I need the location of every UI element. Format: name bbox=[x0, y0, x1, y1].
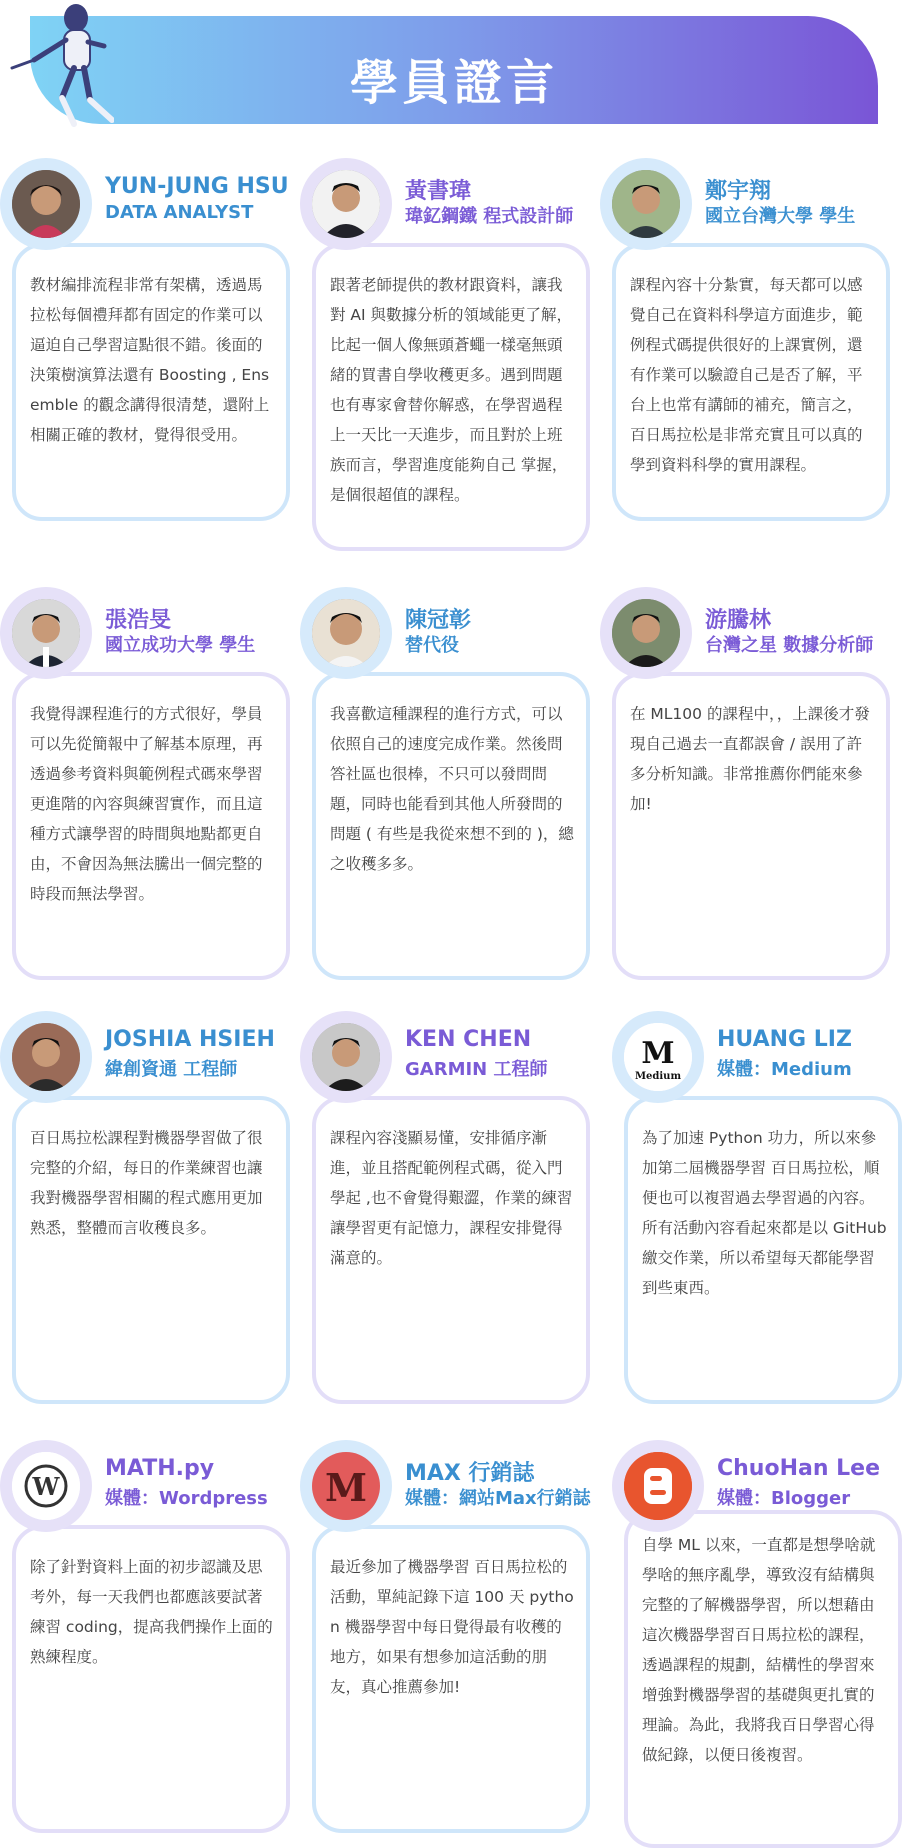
testimonial-text: 跟著老師提供的教材跟資料，讓我對 AI 與數據分析的領域能更了解，比起一個人像無頭蒼蠅一樣毫無頭緒的買書自學收穫更多。遇到問題也有專家會替你解惑，在學習過程上一天比一天進步，而且對於上班族而言，學習進度能夠自己 掌握，是個很超值的課程。 bbox=[330, 276, 573, 504]
testimonial-card bbox=[0, 1011, 294, 1371]
avatar bbox=[312, 170, 380, 238]
person-name: YUN-JUNG HSU bbox=[105, 174, 289, 199]
testimonial-text: 我覺得課程進行的方式很好，學員可以先從簡報中了解基本原理，再透過參考資料與範例程式碼來學習更進階的內容與練習實作，而且這種方式讓學習的時間與地點都更自由，不會因為無法騰出一個完整的時段而無法學習。 bbox=[30, 705, 263, 903]
person-name: MAX 行銷誌 bbox=[405, 1461, 535, 1486]
testimonial-text: 最近參加了機器學習 百日馬拉松的活動，單純記錄下這 100 天 python 機器學習中每日覺得最有收穫的地方，如果有想參加這活動的朋友，真心推薦參加! bbox=[330, 1558, 574, 1696]
avatar bbox=[612, 170, 680, 238]
avatar bbox=[12, 1023, 80, 1091]
testimonial-text: 課程內容十分紮實，每天都可以感覺自己在資料科學這方面進步，範例程式碼提供很好的上課實例，還有作業可以驗證自己是否了解，平台上也常有講師的補充，簡言之，百日馬拉松是非常充實且可以真的學到資料科學的實用課程。 bbox=[630, 276, 863, 474]
person-name: 游騰林 bbox=[705, 608, 772, 633]
testimonial-text: 教材編排流程非常有架構，透過馬拉松每個禮拜都有固定的作業可以逼迫自己學習這點很不錯。後面的決策樹演算法還有 Boosting , Ensemble 的觀念講得很清楚，還附上相關正確的教材，覺得很受用。 bbox=[30, 276, 270, 444]
person-name: 陳冠彰 bbox=[405, 608, 472, 633]
person-role: 媒體：Medium bbox=[717, 1059, 852, 1080]
person-role: 國立成功大學 學生 bbox=[105, 635, 256, 656]
avatar bbox=[612, 599, 680, 667]
person-role: 替代役 bbox=[405, 635, 459, 656]
person-name: HUANG LIZ bbox=[717, 1027, 852, 1052]
avatar bbox=[312, 599, 380, 667]
svg-text:M: M bbox=[641, 1036, 675, 1071]
person-role: 媒體：網站Max行銷誌 bbox=[405, 1488, 591, 1509]
testimonial-text: 我喜歡這種課程的進行方式，可以依照自己的速度完成作業。然後問答社區也很棒，不只可以發問問題，同時也能看到其他人所發問的問題 ( 有些是我從來想不到的 )，總之收穫多多。 bbox=[330, 705, 574, 873]
testimonial-text: 除了針對資料上面的初步認識及思考外，每一天我們也都應該要試著練習 coding，提高我們操作上面的熟練程度。 bbox=[30, 1558, 273, 1666]
testimonial-card bbox=[600, 587, 894, 947]
person-name: 黃書瑋 bbox=[405, 179, 472, 204]
wordpress-logo-icon bbox=[12, 1452, 80, 1520]
person-role: 台灣之星 數據分析師 bbox=[705, 635, 874, 656]
testimonial-text: 自學 ML 以來，一直都是想學啥就學啥的無序亂學，導致沒有結構與完整的了解機器學習，所以想藉由這次機器學習百日馬拉松的課程，透過課程的規劃，結構性的學習來增強對機器學習的基礎與更扎實的理論。為此，我將我百日學習心得做紀錄，以便日後複習。 bbox=[642, 1536, 876, 1764]
person-name: 張浩旻 bbox=[105, 608, 172, 633]
max-logo-text: M bbox=[324, 1465, 368, 1510]
person-role: 媒體：Blogger bbox=[717, 1488, 851, 1509]
person-role: 國立台灣大學 學生 bbox=[705, 206, 856, 227]
svg-text:W: W bbox=[32, 1472, 60, 1501]
testimonial-card bbox=[600, 158, 894, 518]
testimonial-card bbox=[300, 158, 594, 518]
testimonial-card bbox=[300, 1440, 594, 1800]
avatar bbox=[12, 599, 80, 667]
max-logo-icon bbox=[312, 1452, 380, 1520]
person-role: 媒體：Wordpress bbox=[105, 1488, 268, 1509]
person-name: ChuoHan Lee bbox=[717, 1456, 881, 1481]
person-role: 緯創資通 工程師 bbox=[105, 1059, 238, 1080]
person-name: 鄭宇翔 bbox=[705, 179, 772, 204]
person-role: GARMIN 工程師 bbox=[405, 1059, 548, 1080]
testimonial-card bbox=[612, 1011, 906, 1371]
testimonial-card bbox=[300, 1011, 594, 1371]
blogger-logo-icon bbox=[624, 1452, 692, 1520]
medium-logo-icon bbox=[624, 1023, 692, 1091]
person-role: 瑋釔鋼鐵 程式設計師 bbox=[405, 206, 574, 227]
person-name: MATH.py bbox=[105, 1456, 215, 1481]
avatar bbox=[12, 170, 80, 238]
person-name: JOSHIA HSIEH bbox=[105, 1027, 275, 1052]
header-banner bbox=[30, 16, 878, 124]
medium-logo-text: Medium bbox=[634, 1071, 682, 1082]
testimonial-text: 百日馬拉松課程對機器學習做了很完整的介紹，每日的作業練習也讓我對機器學習相關的程式應用更加熟悉，整體而言收穫良多。 bbox=[30, 1129, 263, 1237]
person-role: DATA ANALYST bbox=[105, 202, 254, 223]
testimonial-card bbox=[300, 587, 594, 947]
testimonial-text: 課程內容淺顯易懂，安排循序漸進，並且搭配範例程式碼，從入門學起 ,也不會覺得艱澀，作業的練習讓學習更有記憶力，課程安排覺得滿意的。 bbox=[330, 1129, 573, 1267]
avatar bbox=[312, 1023, 380, 1091]
testimonial-card bbox=[0, 158, 294, 518]
testimonial-text: 為了加速 Python 功力，所以來參加第二屆機器學習 百日馬拉松，順便也可以複習過去學習過的內容。所有活動內容看起來都是以 GitHub 繳交作業，所以希望每天都能學習到些東西。 bbox=[642, 1129, 887, 1297]
running-robot-icon bbox=[4, 0, 114, 130]
page-title: 學員證言 bbox=[349, 55, 558, 111]
testimonial-card bbox=[612, 1440, 906, 1800]
testimonial-card bbox=[0, 1440, 294, 1800]
testimonial-card bbox=[0, 587, 294, 947]
testimonial-text: 在 ML100 的課程中，，上課後才發現自己過去一直都誤會 / 誤用了許多分析知識。非常推薦你們能來參加! bbox=[630, 705, 870, 813]
person-name: KEN CHEN bbox=[405, 1027, 532, 1052]
